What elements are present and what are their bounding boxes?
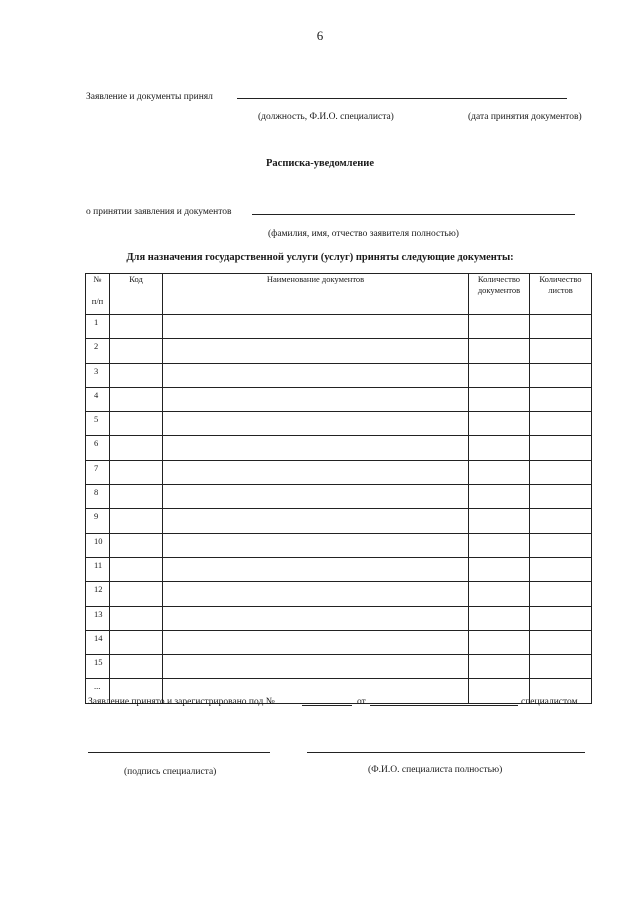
row-qty-documents[interactable] [469,485,530,509]
registration-text: Заявление принято и зарегистрировано под № [88,697,275,707]
row-number: 4 [86,387,110,411]
page-number: 6 [316,28,324,43]
row-document-name[interactable] [163,315,469,339]
row-qty-sheets[interactable] [530,363,592,387]
row-document-name[interactable] [163,582,469,606]
caption-specialist-name: (Ф.И.О. специалиста полностью) [368,765,503,775]
row-code[interactable] [110,533,163,557]
row-number: 13 [86,606,110,630]
accepted-line [237,98,567,99]
row-qty-sheets[interactable] [530,557,592,581]
caption-position: (должность, Ф.И.О. специалиста) [258,112,394,122]
row-document-name[interactable] [163,436,469,460]
registration-from: от [357,697,366,707]
documents-table [85,273,592,704]
row-number: 7 [86,460,110,484]
registration-date-line [370,705,518,706]
row-qty-sheets[interactable] [530,460,592,484]
row-qty-documents[interactable] [469,315,530,339]
row-document-name[interactable] [163,557,469,581]
row-code[interactable] [110,339,163,363]
row-document-name[interactable] [163,412,469,436]
row-number: 14 [86,630,110,654]
table-row [86,315,592,339]
header-document-name: Наименование документов [163,274,469,315]
row-code[interactable] [110,460,163,484]
row-code[interactable] [110,582,163,606]
row-qty-sheets[interactable] [530,655,592,679]
receipt-about-label: о принятии заявления и документов [86,207,232,217]
row-qty-sheets[interactable] [530,606,592,630]
row-document-name[interactable] [163,339,469,363]
table-row [86,655,592,679]
table-row [86,557,592,581]
header-qty-sheets: Количество листов [530,274,592,315]
row-document-name[interactable] [163,655,469,679]
row-qty-documents[interactable] [469,533,530,557]
row-qty-documents[interactable] [469,509,530,533]
table-row [86,606,592,630]
row-code[interactable] [110,412,163,436]
row-document-name[interactable] [163,533,469,557]
table-row [86,509,592,533]
table-title: Для назначения государственной услуги (услуг) приняты следующие документы: [126,252,514,263]
row-number: 11 [86,557,110,581]
row-qty-documents[interactable] [469,436,530,460]
row-qty-sheets[interactable] [530,339,592,363]
row-code[interactable] [110,387,163,411]
row-number: ... [86,679,110,703]
row-qty-sheets[interactable] [530,509,592,533]
row-code[interactable] [110,606,163,630]
row-code[interactable] [110,557,163,581]
registration-number-line [302,705,352,706]
row-qty-documents[interactable] [469,557,530,581]
table-row [86,485,592,509]
row-code[interactable] [110,485,163,509]
row-qty-documents[interactable] [469,363,530,387]
table-row [86,630,592,654]
row-qty-sheets[interactable] [530,485,592,509]
table-row [86,387,592,411]
caption-signature: (подпись специалиста) [124,767,217,777]
caption-date: (дата принятия документов) [468,112,582,122]
row-number: 9 [86,509,110,533]
row-document-name[interactable] [163,387,469,411]
row-qty-sheets[interactable] [530,436,592,460]
row-qty-sheets[interactable] [530,412,592,436]
row-number: 1 [86,315,110,339]
row-number: 5 [86,412,110,436]
table-row [86,363,592,387]
receipt-title: Расписка-уведомление [266,158,374,169]
row-code[interactable] [110,315,163,339]
row-code[interactable] [110,655,163,679]
row-qty-sheets[interactable] [530,533,592,557]
row-document-name[interactable] [163,485,469,509]
row-qty-documents[interactable] [469,412,530,436]
row-number: 12 [86,582,110,606]
row-number: 8 [86,485,110,509]
table-header-row [86,274,592,315]
row-document-name[interactable] [163,460,469,484]
specialist-name-line [307,752,585,753]
row-document-name[interactable] [163,606,469,630]
header-qty-documents: Количество документов [469,274,530,315]
row-code[interactable] [110,436,163,460]
registration-specialist: специалистом [521,697,578,707]
row-qty-sheets[interactable] [530,630,592,654]
row-document-name[interactable] [163,509,469,533]
row-code[interactable] [110,363,163,387]
row-number: 15 [86,655,110,679]
table-row [86,412,592,436]
caption-applicant-name: (фамилия, имя, отчество заявителя полностью) [268,229,459,239]
row-qty-documents[interactable] [469,460,530,484]
table-row [86,339,592,363]
row-qty-sheets[interactable] [530,582,592,606]
row-qty-documents[interactable] [469,630,530,654]
row-qty-documents[interactable] [469,606,530,630]
table-row [86,533,592,557]
row-number: 3 [86,363,110,387]
signature-line [88,752,270,753]
table-row [86,436,592,460]
row-document-name[interactable] [163,630,469,654]
row-document-name[interactable] [163,363,469,387]
row-qty-documents[interactable] [469,339,530,363]
row-code[interactable] [110,630,163,654]
row-qty-sheets[interactable] [530,387,592,411]
row-code[interactable] [110,509,163,533]
table-row [86,460,592,484]
header-code: Код [110,274,163,315]
row-qty-sheets[interactable] [530,315,592,339]
row-qty-documents[interactable] [469,387,530,411]
row-number: 6 [86,436,110,460]
header-number: № п/п [86,274,110,315]
table-row [86,582,592,606]
applicant-line [252,214,575,215]
row-number: 2 [86,339,110,363]
row-qty-documents[interactable] [469,655,530,679]
accepted-label: Заявление и документы принял [86,92,213,102]
row-qty-documents[interactable] [469,582,530,606]
row-number: 10 [86,533,110,557]
